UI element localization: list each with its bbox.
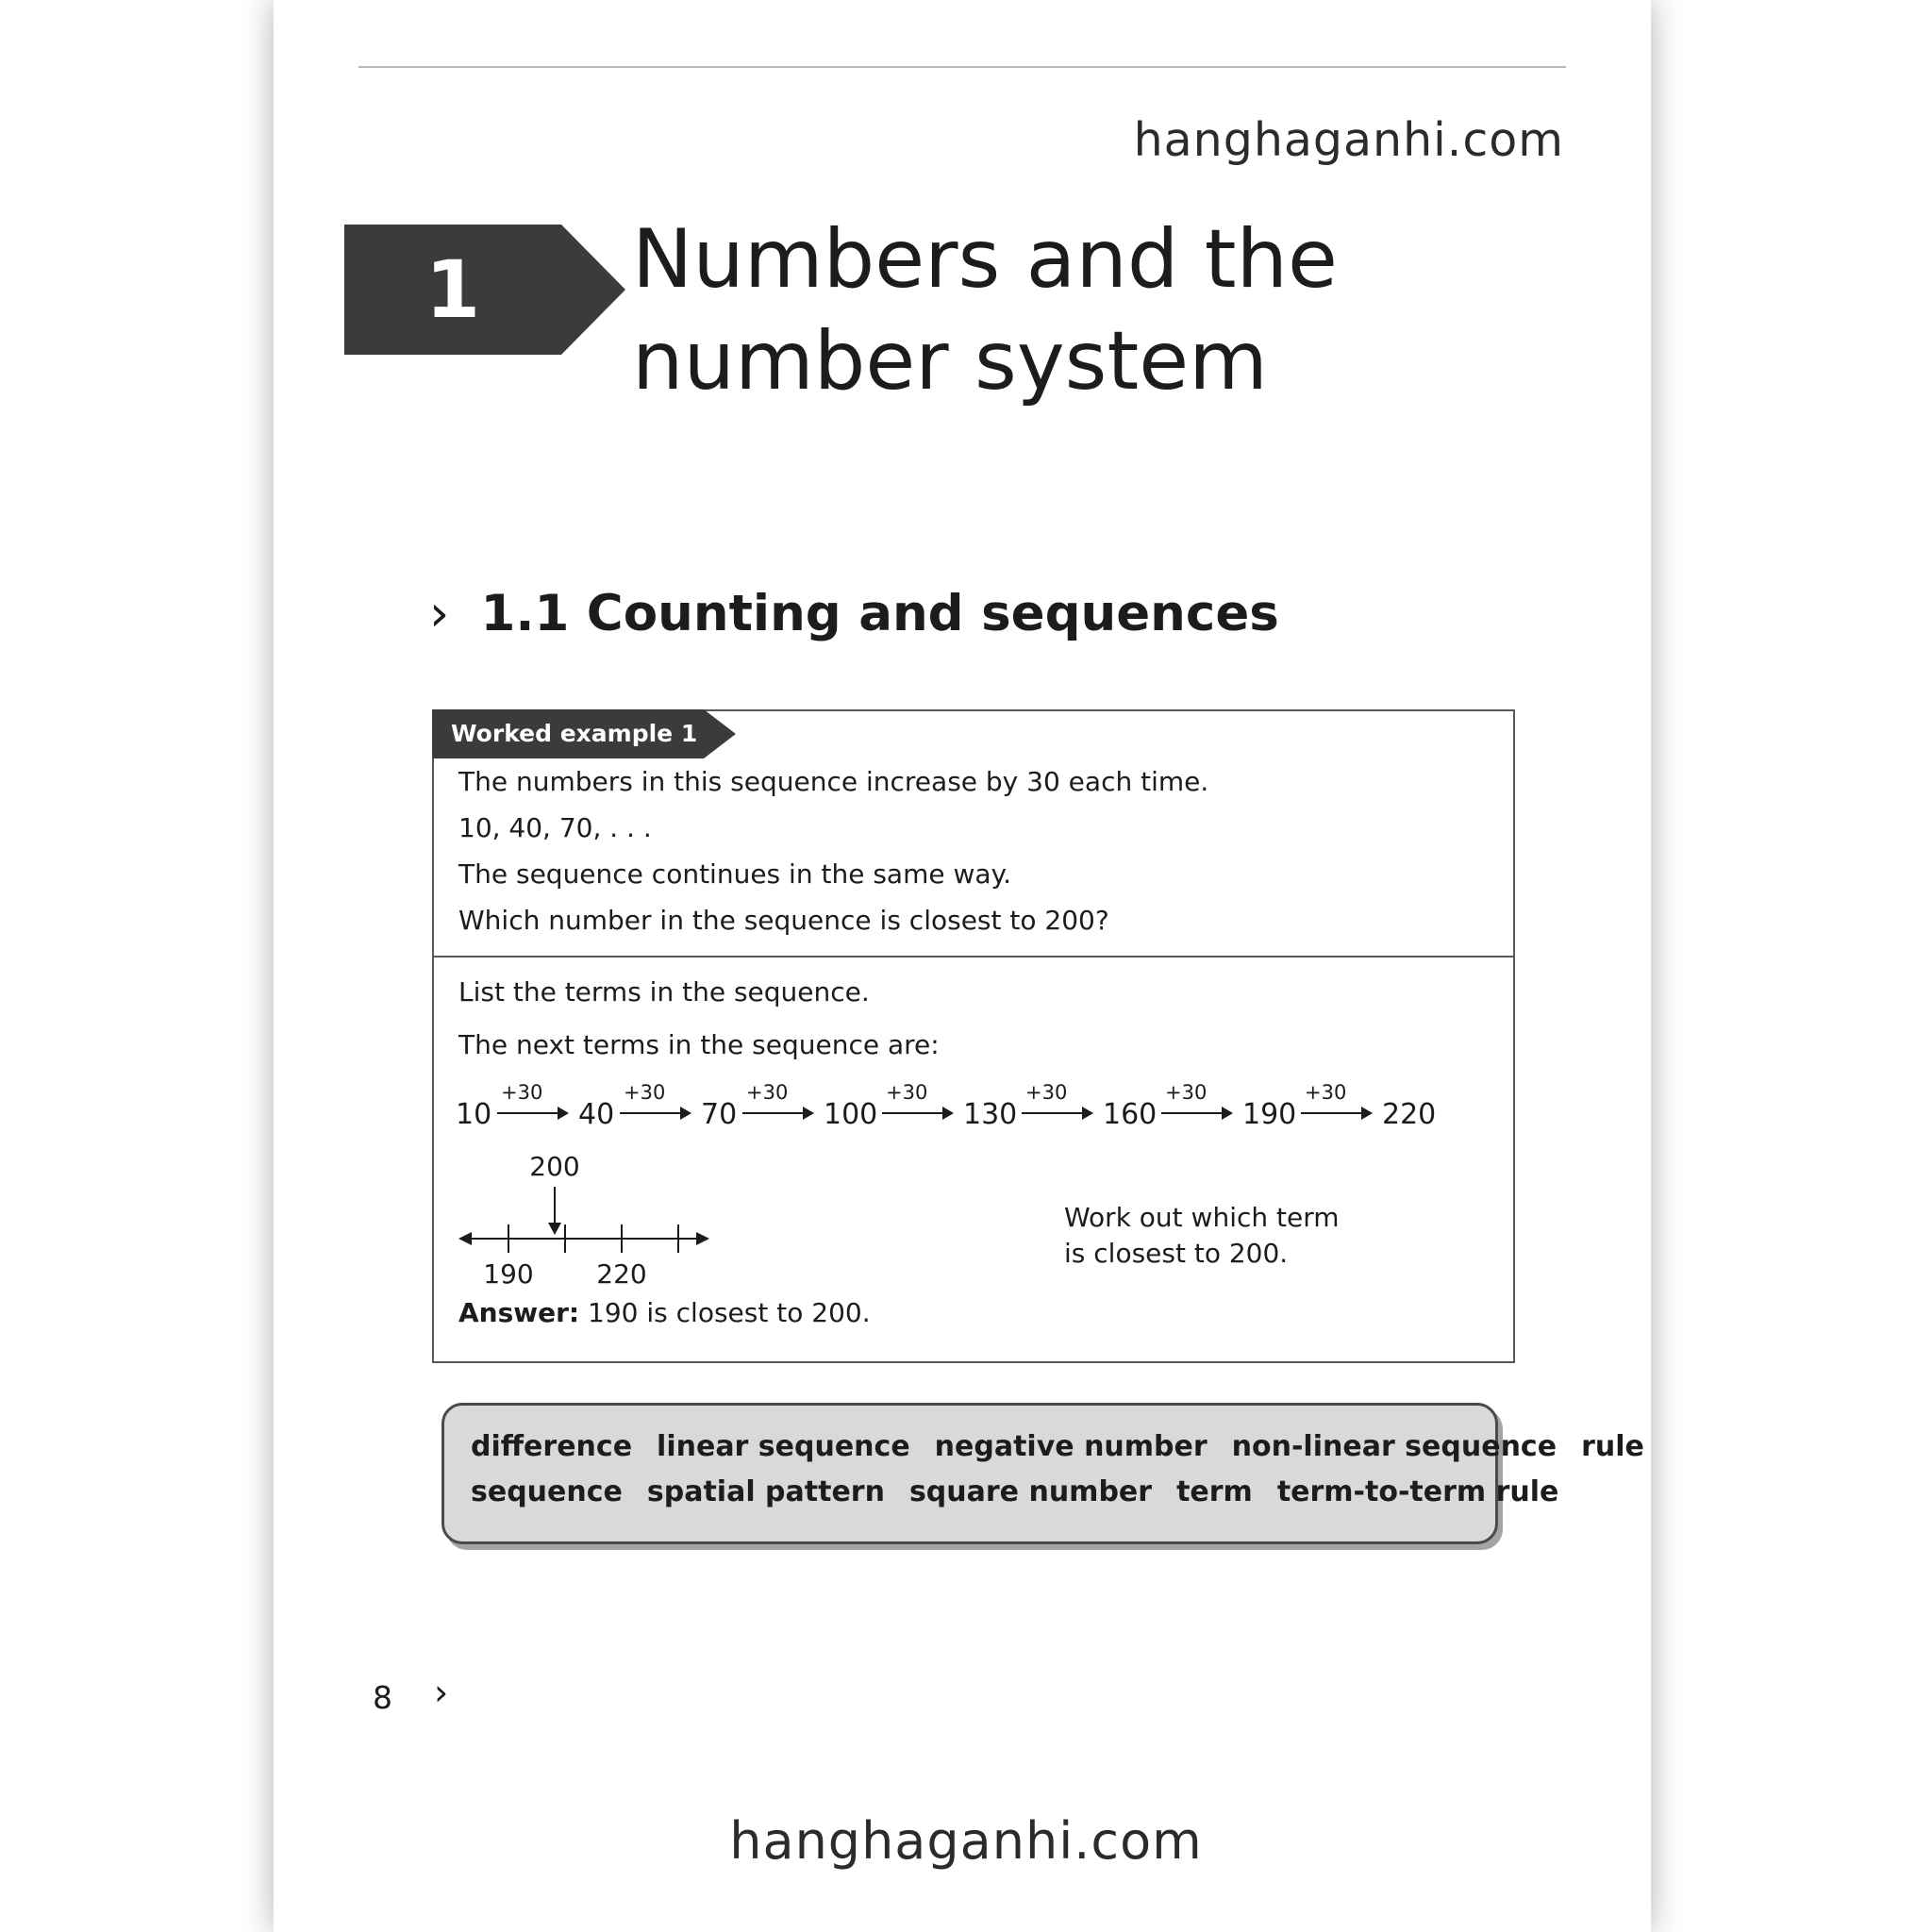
arrow-head-icon <box>1082 1107 1093 1120</box>
number-line-tick <box>508 1224 509 1253</box>
keyword: square number <box>908 1475 1153 1508</box>
sequence-step-arrow <box>1022 1083 1095 1132</box>
watermark-top: hanghaganhi.com <box>1133 113 1564 167</box>
chapter-number-flag <box>344 225 561 355</box>
sequence-step-arrow <box>742 1083 816 1132</box>
worked-example-flag-arrow-icon <box>704 709 736 758</box>
worked-example-answer <box>458 1297 871 1328</box>
keyword: sequence <box>471 1475 623 1508</box>
worked-example-label: Worked example 1 <box>451 720 698 747</box>
question-line-2: 10, 40, 70, . . . <box>458 812 652 843</box>
keyword: rule <box>1581 1430 1644 1463</box>
arrow-shaft <box>882 1112 944 1114</box>
sequence-step-arrow <box>497 1083 571 1132</box>
number-line-tick <box>621 1224 623 1253</box>
question-line-4: Which number in the sequence is closest to 200? <box>458 905 1109 936</box>
number-line-marker-stem <box>554 1187 556 1226</box>
number-line-axis <box>472 1238 698 1240</box>
keywords-line-2 <box>471 1475 1583 1508</box>
question-line-3: The sequence continues in the same way. <box>458 858 1012 890</box>
footer-chevron-right-icon: › <box>434 1672 449 1713</box>
solution-line-1: List the terms in the sequence. <box>458 976 870 1008</box>
sequence-chain-diagram <box>456 1083 1512 1140</box>
arrow-head-icon <box>803 1107 814 1120</box>
sequence-term: 100 <box>824 1098 878 1131</box>
sequence-step-label: +30 <box>1305 1081 1347 1104</box>
arrow-head-icon <box>558 1107 569 1120</box>
arrow-head-icon <box>942 1107 954 1120</box>
number-line-label-190: 190 <box>483 1258 534 1290</box>
header-rule <box>358 66 1566 68</box>
sequence-step-label: +30 <box>1025 1081 1068 1104</box>
keywords-line-1 <box>471 1430 1669 1463</box>
keyword: linear sequence <box>657 1430 910 1463</box>
arrow-head-icon <box>680 1107 691 1120</box>
keyword: term <box>1176 1475 1253 1508</box>
sequence-step-label: +30 <box>501 1081 543 1104</box>
sequence-step-arrow <box>1161 1083 1235 1132</box>
number-line-right-arrow-icon <box>696 1232 709 1245</box>
answer-label: Answer: <box>458 1297 580 1328</box>
chapter-flag-arrow-icon <box>561 225 625 355</box>
number-line-left-arrow-icon <box>458 1232 472 1245</box>
sequence-term: 70 <box>701 1098 738 1131</box>
sequence-term: 130 <box>963 1098 1018 1131</box>
worked-example-label-flag <box>432 709 704 758</box>
section-heading-label: 1.1 Counting and sequences <box>480 585 1279 642</box>
sequence-term: 40 <box>578 1098 615 1131</box>
keyword: non-linear sequence <box>1231 1430 1557 1463</box>
sequence-step-label: +30 <box>746 1081 789 1104</box>
sequence-step-label: +30 <box>886 1081 928 1104</box>
sequence-step-arrow <box>1301 1083 1374 1132</box>
solution-line-2: The next terms in the sequence are: <box>458 1029 940 1060</box>
arrow-head-icon <box>1222 1107 1233 1120</box>
worked-example-hint: Work out which term is closest to 200. <box>1064 1202 1340 1269</box>
sequence-term: 10 <box>456 1098 492 1131</box>
sequence-step-label: +30 <box>624 1081 666 1104</box>
keyword: term-to-term rule <box>1276 1475 1559 1508</box>
chapter-number: 1 <box>425 243 481 336</box>
worked-example-question <box>458 766 1496 954</box>
number-line-diagram <box>453 1151 736 1290</box>
keyword: spatial pattern <box>646 1475 885 1508</box>
page-sheet <box>274 0 1651 1932</box>
arrow-shaft <box>620 1112 682 1114</box>
worked-example-solution <box>458 976 1496 1082</box>
arrow-shaft <box>742 1112 805 1114</box>
arrow-head-icon <box>1361 1107 1373 1120</box>
arrow-shaft <box>1022 1112 1084 1114</box>
arrow-shaft <box>497 1112 559 1114</box>
sequence-step-arrow <box>620 1083 693 1132</box>
worked-example-divider <box>434 956 1513 958</box>
question-line-1: The numbers in this sequence increase by 30 each time. <box>458 766 1209 797</box>
arrow-shaft <box>1161 1112 1224 1114</box>
page-title: Numbers and the number system <box>632 212 1338 408</box>
number-line-marker-arrow-icon <box>548 1223 561 1235</box>
watermark-bottom: hanghaganhi.com <box>729 1811 1203 1871</box>
keywords-box <box>441 1403 1644 1544</box>
page-content <box>274 0 1651 1932</box>
keyword: difference <box>471 1430 633 1463</box>
answer-text: 190 is closest to 200. <box>588 1297 871 1328</box>
number-line-marker-label: 200 <box>529 1151 580 1182</box>
sequence-term: 190 <box>1242 1098 1297 1131</box>
chevron-right-icon: › <box>429 585 450 642</box>
section-heading <box>429 585 1514 642</box>
number-line-tick <box>564 1224 566 1253</box>
sequence-term: 160 <box>1103 1098 1158 1131</box>
page-number: 8 <box>373 1679 392 1716</box>
sequence-step-arrow <box>882 1083 956 1132</box>
arrow-shaft <box>1301 1112 1363 1114</box>
number-line-tick <box>677 1224 679 1253</box>
number-line-label-220: 220 <box>596 1258 647 1290</box>
sequence-step-label: +30 <box>1165 1081 1208 1104</box>
keyword: negative number <box>934 1430 1208 1463</box>
sequence-term: 220 <box>1382 1098 1437 1131</box>
